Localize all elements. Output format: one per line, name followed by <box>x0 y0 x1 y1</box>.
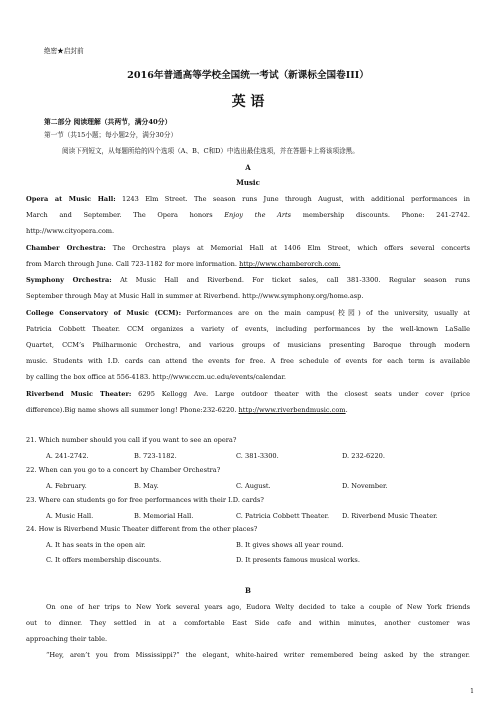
ccm-line-3: Quartet, CCM’s Philharmonic Orchestra, and various groups of musicians presenting Baroque through modern <box>26 341 470 349</box>
ccm-lead: College Conservatory of Music (CCM): <box>26 309 182 317</box>
opera-url[interactable]: http://www.cityopera.com. <box>26 227 115 235</box>
riverbend-period: . <box>345 406 348 414</box>
symphony-text-2: September through May at Music Hall in summer at Riverbend. http://www.symphony.org/home.asp. <box>26 292 364 300</box>
riverbend-url[interactable]: http://www.riverbendmusic.com <box>238 406 346 414</box>
option-a[interactable]: A. 241-2742. <box>46 452 89 460</box>
opera-text-2b: membership discounts. Phone: 241-2742. <box>291 211 470 219</box>
instruction: 阅读下列短文，从每题所给的四个选项（A、B、C和D）中选出最佳选项，并在答题卡上将该项涂黑。 <box>62 147 359 155</box>
ccm-line-1 <box>26 309 470 318</box>
riverbend-text-2: difference).Big name shows all summer long! Phone:232-6220. <box>26 406 239 414</box>
ccm-line-2: Patricia Cobbett Theater. CCM organizes a variety of events, including performances by the well-known LaSalle <box>26 325 470 333</box>
secret-label: 绝密★启封前 <box>44 47 84 55</box>
page-number: 1 <box>470 688 474 695</box>
option-c[interactable]: C. 381-3300. <box>236 452 279 460</box>
option-c[interactable]: C. It offers membership discounts. <box>46 556 162 564</box>
option-a[interactable]: A. It has seats in the open air. <box>46 541 146 549</box>
subject-title: 英 语 <box>231 94 265 110</box>
option-d[interactable]: D. 232-6220. <box>342 452 385 460</box>
riverbend-line-1 <box>26 390 470 399</box>
option-c[interactable]: C. August. <box>236 482 271 490</box>
chamber-lead: Chamber Orchestra: <box>26 244 106 252</box>
passage-b-line-4: “Hey, aren’t you from Mississippi?” the elegant, white-haired writer remembered being asked by the stranger. <box>46 651 470 659</box>
option-a[interactable]: A. February. <box>46 482 87 490</box>
riverbend-line-2 <box>26 406 470 415</box>
opera-enjoy-arts: Enjoy the Arts <box>224 211 292 219</box>
option-a[interactable]: A. Music Hall. <box>46 512 94 520</box>
passage-b-line-2: out to dinner. They settled in at a comfortable East Side cafe and within minutes, another customer was <box>26 619 470 627</box>
exam-title: 2016年普通高等学校全国统一考试（新课标全国卷III） <box>127 70 369 81</box>
option-b[interactable]: B. It gives shows all year round. <box>236 541 344 549</box>
ccm-line-4: music. Students with I.D. cards can attend the events for free. A free schedule of events for each term is available <box>26 357 470 365</box>
option-d[interactable]: D. It presents famous musical works. <box>236 556 360 564</box>
symphony-line-2 <box>26 292 470 301</box>
part-heading: 第二部分 阅读理解（共两节，满分40分） <box>44 118 172 126</box>
question-stem: 22. When can you go to a concert by Chamber Orchestra? <box>26 466 221 474</box>
section-heading: 第一节（共15小题；每小题2分，满分30分） <box>44 131 178 139</box>
option-d[interactable]: D. November. <box>342 482 388 490</box>
chamber-line-2 <box>26 260 470 269</box>
riverbend-text-1: 6295 Kellogg Ave. Large outdoor theater with the closest seats under cover (price <box>131 390 470 398</box>
symphony-lead: Symphony Orchestra: <box>26 276 112 284</box>
riverbend-lead: Riverbend Music Theater: <box>26 390 132 398</box>
chamber-line-1 <box>26 244 470 253</box>
opera-text-1: 1243 Elm Street. The season runs June through August, with additional performances in <box>115 195 470 203</box>
question-stem: 23. Where can students go for free performances with their I.D. cards? <box>26 496 264 504</box>
passage-b-label: B <box>245 586 251 595</box>
opera-line-3 <box>26 227 470 236</box>
chamber-url[interactable]: http://www.chamberorch.com. <box>239 260 341 268</box>
passage-b-line-1: On one of her trips to New York several years ago, Eudora Welty decided to take a couple of New York friends <box>46 603 470 611</box>
opera-lead: Opera at Music Hall: <box>26 195 116 203</box>
passage-b-line-3: approaching their table. <box>26 635 108 643</box>
opera-line-1 <box>26 195 470 204</box>
option-c[interactable]: C. Patricia Cobbett Theater. <box>236 512 330 520</box>
chamber-text-1: The Orchestra plays at Memorial Hall at 1406 Elm Street, which offers several concerts <box>105 244 470 252</box>
option-b[interactable]: B. Memorial Hall. <box>134 512 194 520</box>
ccm-line-5: by calling the box office at 556-4183. http://www.ccm.uc.edu/events/calendar. <box>26 373 286 381</box>
symphony-text-1: At Music Hall and Riverbend. For ticket sales, call 381-3300. Regular season runs <box>111 276 470 284</box>
question-stem: 24. How is Riverbend Music Theater different from the other places? <box>26 525 258 533</box>
opera-text-2a: March and September. The Opera honors <box>26 211 225 219</box>
option-b[interactable]: B. 723-1182. <box>134 452 177 460</box>
opera-line-2 <box>26 211 470 220</box>
passage-a-label: A <box>245 163 251 172</box>
symphony-line-1 <box>26 276 470 285</box>
option-b[interactable]: B. May. <box>134 482 159 490</box>
question-stem: 21. Which number should you call if you want to see an opera? <box>26 436 237 444</box>
passage-a-title: Music <box>236 178 260 187</box>
option-d[interactable]: D. Riverbend Music Theater. <box>342 512 438 520</box>
ccm-text-1: Performances are on the main campus(校园) of the university, usually at <box>181 309 470 317</box>
chamber-text-2: from March through June. Call 723-1182 for more information. <box>26 260 240 268</box>
